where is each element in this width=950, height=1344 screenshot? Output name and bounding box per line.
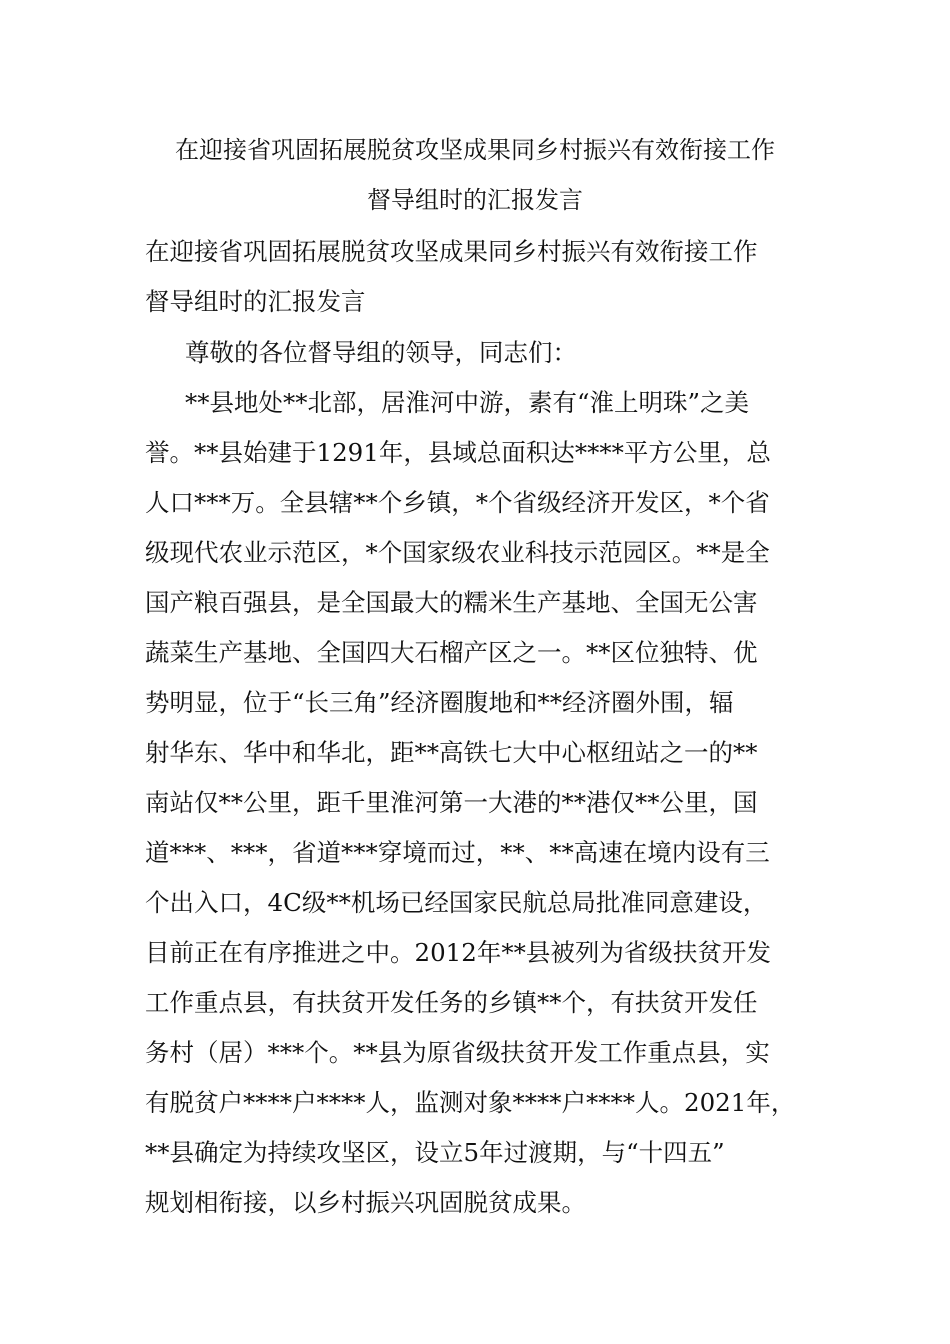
body-line: 蔬菜生产基地、全国四大石榴产区之一。**区位独特、优	[145, 638, 758, 667]
body-line: 规划相衔接，以乡村振兴巩固脱贫成果。	[145, 1188, 586, 1217]
body-line: 个出入口，4C级**机场已经国家民航总局批准同意建设，	[145, 888, 768, 917]
salutation: 尊敬的各位督导组的领导，同志们：	[185, 338, 577, 367]
body-line: **县地处**北部，居淮河中游，素有“淮上明珠”之美	[185, 388, 750, 417]
body-line: 有脱贫户****户****人，监测对象****户****人。2021年，	[145, 1088, 796, 1117]
body-line: **县确定为持续攻坚区，设立5年过渡期，与“十四五”	[145, 1138, 725, 1167]
body-line: 务村（居）***个。**县为原省级扶贫开发工作重点县，实	[145, 1038, 770, 1067]
body-line: 射华东、华中和华北，距**高铁七大中心枢纽站之一的**	[145, 738, 758, 767]
subtitle-line-2: 督导组时的汇报发言	[145, 287, 366, 316]
body-line: 国产粮百强县，是全国最大的糯米生产基地、全国无公害	[145, 588, 758, 617]
body-line: 人口***万。全县辖**个乡镇，*个省级经济开发区，*个省	[145, 488, 770, 517]
document-title-line-2: 督导组时的汇报发言	[367, 186, 583, 214]
subtitle-line-1: 在迎接省巩固拓展脱贫攻坚成果同乡村振兴有效衔接工作	[145, 237, 758, 266]
body-line: 道***、***，省道***穿境而过，**、**高速在境内设有三	[145, 838, 770, 867]
body-line: 级现代农业示范区，*个国家级农业科技示范园区。**是全	[145, 538, 770, 567]
body-line: 势明显，位于“长三角”经济圈腹地和**经济圈外围，辐	[145, 688, 734, 717]
document-title-line-1: 在迎接省巩固拓展脱贫攻坚成果同乡村振兴有效衔接工作	[175, 136, 775, 164]
body-line: 南站仅**公里，距千里淮河第一大港的**港仅**公里，国	[145, 788, 758, 817]
body-line: 目前正在有序推进之中。2012年**县被列为省级扶贫开发	[145, 938, 771, 967]
body-line: 誉。**县始建于1291年，县域总面积达****平方公里，总	[145, 438, 771, 467]
body-line: 工作重点县，有扶贫开发任务的乡镇**个，有扶贫开发任	[145, 988, 758, 1017]
